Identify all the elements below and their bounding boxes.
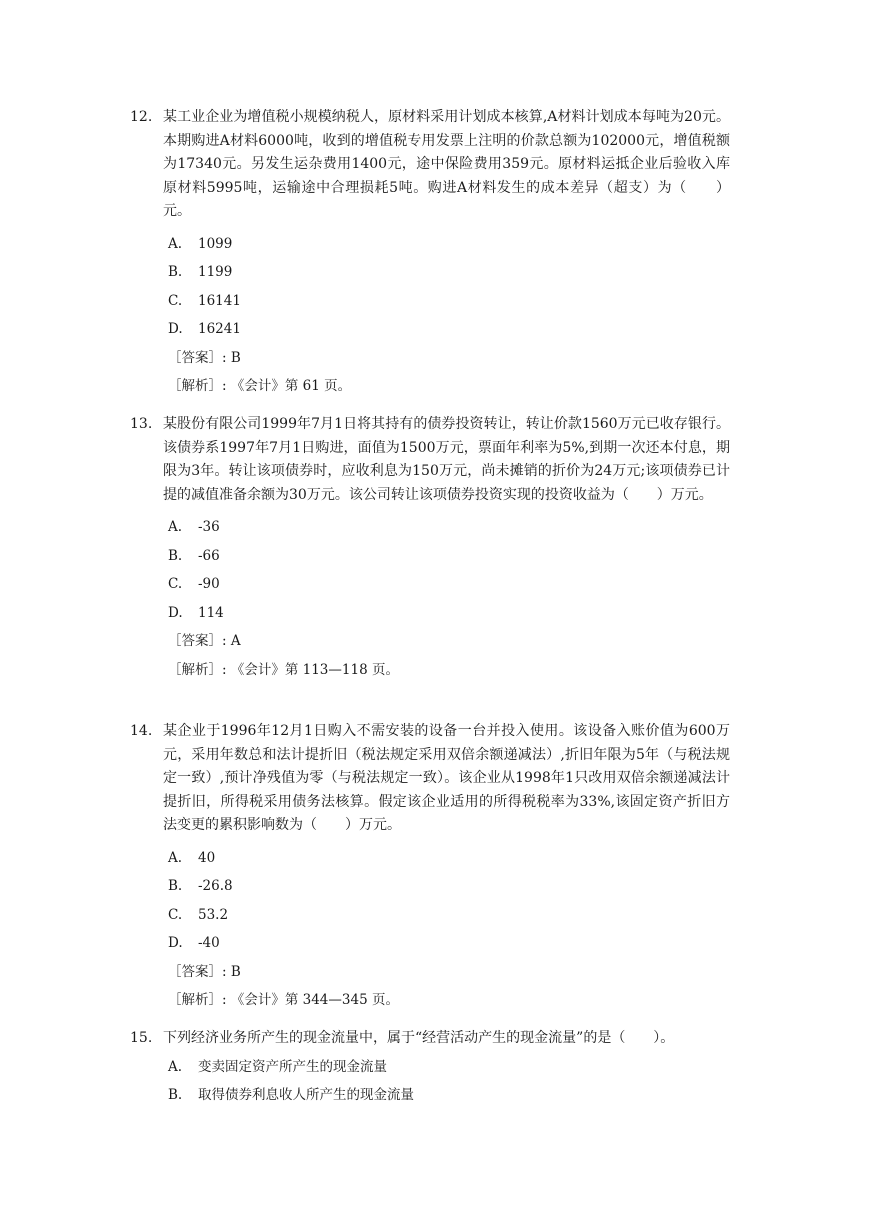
question-stem <box>130 1027 730 1051</box>
option-d <box>168 599 730 628</box>
question-text: 某企业于1996年12月1日购入不需安装的设备一台并投入使用。该设备入账价值为600万元，采用年数总和法计提折旧（税法规定采用双倍余额递减法）,折旧年限为5年（与税法规定一致）,预计净残值为零（与税法规定一致）。该企业从1998年1只改用双倍余额递减法计提折旧，所得税采用债务法核算。假定该企业适用的所得税税率为33%,该固定资产折旧方法变更的累积影响数为（ ）万元。 <box>163 723 730 833</box>
option-c <box>168 570 730 599</box>
option-text: -66 <box>198 547 220 564</box>
option-letter: D. <box>168 935 183 951</box>
option-text: 取得债券利息收人所产生的现金流量 <box>198 1087 414 1103</box>
option-list <box>130 513 730 684</box>
option-b <box>168 258 730 287</box>
option-a <box>168 513 730 542</box>
question-number: 13. <box>130 416 153 432</box>
option-c <box>168 901 730 930</box>
option-a <box>168 1053 730 1082</box>
question-number: 14. <box>130 723 153 739</box>
question-text: 某股份有限公司1999年7月1日将其持有的债券投资转让，转让价款1560万元已收存银行。该债券系1997年7月1日购进，面值为1500万元，票面年利率为5%,到期一次还本付息，期限为3年。转让该项债券时，应收利息为150万元，尚未摊销的折价为24万元;该项债券已计提的减值准备余额为30万元。该公司转让该项债券投资实现的投资收益为（ ）万元。 <box>163 416 730 503</box>
analysis-line: ［解析］: 《会计》第 113—118 页。 <box>168 661 399 678</box>
question-15 <box>130 1027 730 1110</box>
option-letter: A. <box>168 1058 183 1075</box>
option-text: 16141 <box>198 292 241 309</box>
question-stem <box>130 720 730 838</box>
option-letter: B. <box>168 878 183 894</box>
option-text: 16241 <box>198 321 241 337</box>
analysis-line: ［解析］: 《会计》第 61 页。 <box>168 378 352 394</box>
analysis-line: ［解析］: 《会计》第 344—345 页。 <box>168 992 399 1008</box>
option-text: 53.2 <box>198 906 229 923</box>
option-letter: B. <box>168 547 183 564</box>
question-number: 12. <box>130 109 153 125</box>
option-list <box>130 844 730 1015</box>
option-text: 40 <box>198 849 216 866</box>
question-stem <box>130 413 730 507</box>
option-letter: A. <box>168 519 183 535</box>
option-text: -26.8 <box>198 878 233 894</box>
option-c <box>168 287 730 316</box>
question-13 <box>130 413 730 684</box>
question-14 <box>130 720 730 1015</box>
option-letter: B. <box>168 1087 183 1103</box>
option-text: -40 <box>198 935 220 951</box>
answer-line: ［答案］: B <box>168 349 241 366</box>
option-list <box>130 1053 730 1110</box>
question-text: 某工业企业为增值税小规模纳税人，原材料采用计划成本核算,A材料计划成本每吨为20元。本期购进A材料6000吨，收到的增值税专用发票上注明的价款总额为102000元，增值税额为17340元。另发生运杂费用1400元，途中保险费用359元。原材料运抵企业后验收入库原材料5995吨，运输途中合理损耗5吨。购进A材料发生的成本差异（超支）为（ ）元。 <box>163 109 730 219</box>
option-letter: A. <box>168 849 183 866</box>
option-letter: C. <box>168 292 183 309</box>
option-text: -36 <box>198 519 220 535</box>
option-a <box>168 230 730 259</box>
option-text: 114 <box>198 604 224 621</box>
option-letter: D. <box>168 321 183 337</box>
option-letter: C. <box>168 576 183 592</box>
option-letter: B. <box>168 264 183 280</box>
option-d <box>168 929 730 958</box>
question-stem <box>130 106 730 224</box>
answer-line: ［答案］: B <box>168 963 241 980</box>
option-b <box>168 872 730 901</box>
option-text: 1199 <box>198 264 233 280</box>
option-list <box>130 230 730 401</box>
option-b <box>168 542 730 571</box>
option-letter: A. <box>168 235 183 252</box>
option-a <box>168 844 730 873</box>
question-12 <box>130 106 730 401</box>
option-text: -90 <box>198 576 220 592</box>
option-letter: C. <box>168 906 183 923</box>
option-text: 1099 <box>198 235 233 252</box>
option-letter: D. <box>168 604 183 621</box>
question-text: 下列经济业务所产生的现金流量中，属于“经营活动产生的现金流量”的是（ ）。 <box>163 1030 675 1046</box>
question-number: 15. <box>130 1030 153 1046</box>
option-b <box>168 1081 730 1110</box>
answer-line: ［答案］: A <box>168 633 241 649</box>
option-text: 变卖固定资产所产生的现金流量 <box>198 1058 387 1075</box>
option-d <box>168 315 730 344</box>
